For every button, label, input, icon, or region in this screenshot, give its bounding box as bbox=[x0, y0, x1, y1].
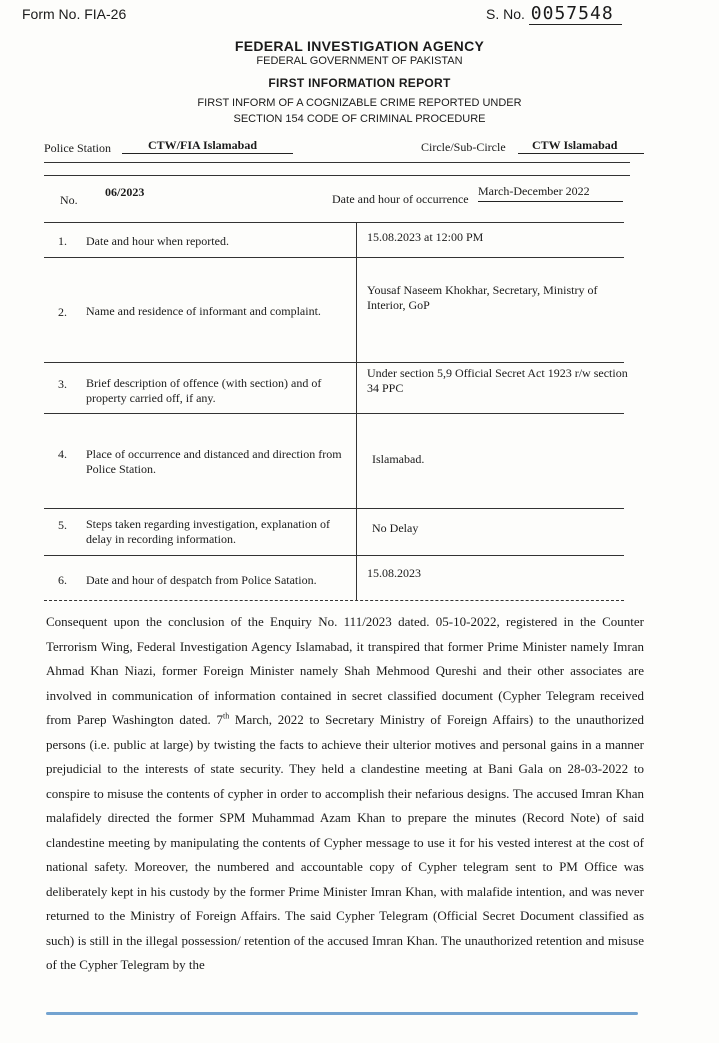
police-station-value: CTW/FIA Islamabad bbox=[122, 138, 293, 154]
row-value: Under section 5,9 Official Secret Act 1923 r/w section 34 PPC bbox=[367, 366, 628, 395]
occurrence-value: March-December 2022 bbox=[478, 184, 623, 202]
row-divider-4 bbox=[44, 508, 624, 509]
serial-number-block bbox=[486, 3, 622, 24]
divider-top-2 bbox=[44, 175, 630, 176]
narrative-part-1: Consequent upon the conclusion of the Enquiry No. 111/2023 dated. 05-10-2022, registered in the Counter Terrorism Wing, Federal Investigation Agency Islamabad, it transpired that former Prime Minister namely Imran Ahmad Khan Niazi, former Foreign Minister namely Shah Mehmood Qureshi and their other associates are involved in communication of information contained in secret classified document (Cypher Telegram received from Parep Washington dated. 7 bbox=[46, 614, 644, 727]
row-divider-2 bbox=[44, 362, 624, 363]
narrative-part-2: March, 2022 to Secretary Ministry of Foreign Affairs) to the unauthorized persons (i.e. public at large) by twisting the facts to achieve their ulterior motives and personal gains in a manner prejudicial to the interests of state security. They held a clandestine meeting at Bani Gala on 28-03-2022 to conspire to misuse the contents of cypher in order to accomplish their nefarious designs. The accused Imran Khan malafidely directed the former SPM Muhammad Azam Khan to prepare the minutes (Record Note) of said clandestine meeting by manipulating the contents of Cypher message to use it for his vested interest at the cost of national safety. Moreover, the numbered and accountable copy of Cypher telegram sent to PM Office was deliberately kept in his custody by the former Prime Minister Imran Khan, with malafide intention, and was never returned to the Ministry of Foreign Affairs. The said Cypher Telegram (Official Secret Document classified as such) is still in the illegal possession/ retention of the accused Imran Khan. The unauthorized retention and misuse of the Cypher Telegram by the bbox=[46, 712, 644, 972]
subtitle-line-2: SECTION 154 CODE OF CRIMINAL PROCEDURE bbox=[233, 113, 486, 125]
table-top-border bbox=[44, 222, 624, 223]
row-label: Date and hour of despatch from Police Satation. bbox=[86, 573, 317, 587]
case-no-label: No. bbox=[60, 193, 78, 207]
agency-name: FEDERAL INVESTIGATION AGENCY bbox=[234, 38, 485, 54]
row-number: 2. bbox=[58, 305, 67, 319]
narrative-paragraph bbox=[46, 610, 644, 978]
row-value: Yousaf Naseem Khokhar, Secretary, Ministry of Interior, GoP bbox=[367, 283, 598, 312]
row-divider-3 bbox=[44, 413, 624, 414]
row-label: Place of occurrence and distanced and direction from Police Station. bbox=[86, 447, 342, 476]
government-name: FEDERAL GOVERNMENT OF PAKISTAN bbox=[256, 55, 463, 67]
scan-artifact-line bbox=[46, 1012, 638, 1015]
row-value: 15.08.2023 at 12:00 PM bbox=[367, 230, 484, 244]
serial-number: 0057548 bbox=[529, 3, 622, 25]
case-no-value: 06/2023 bbox=[105, 185, 145, 199]
row-number: 5. bbox=[58, 518, 67, 532]
row-value: No Delay bbox=[372, 521, 419, 535]
police-station-label: Police Station bbox=[44, 141, 111, 155]
circle-label: Circle/Sub-Circle bbox=[421, 140, 506, 154]
row-label: Brief description of offence (with section) and of property carried off, if any. bbox=[86, 376, 322, 405]
row-divider-1 bbox=[44, 257, 624, 258]
table-column-divider bbox=[356, 222, 357, 600]
circle-value: CTW Islamabad bbox=[518, 138, 644, 154]
form-number: Form No. FIA-26 bbox=[22, 6, 127, 22]
row-label: Steps taken regarding investigation, explanation of delay in recording information. bbox=[86, 517, 330, 546]
subtitle-line-1: FIRST INFORM OF A COGNIZABLE CRIME REPORTED UNDER bbox=[197, 97, 522, 109]
row-label: Name and residence of informant and complaint. bbox=[86, 304, 321, 318]
row-divider-5 bbox=[44, 555, 624, 556]
row-label: Date and hour when reported. bbox=[86, 234, 229, 248]
row-number: 1. bbox=[58, 234, 67, 248]
report-title: FIRST INFORMATION REPORT bbox=[268, 76, 451, 90]
occurrence-label: Date and hour of occurrence bbox=[332, 192, 469, 206]
serial-label: S. No. bbox=[486, 6, 525, 22]
row-number: 6. bbox=[58, 573, 67, 587]
narrative-superscript: th bbox=[222, 711, 230, 721]
row-value: 15.08.2023 bbox=[367, 566, 421, 580]
row-value: Islamabad. bbox=[372, 452, 425, 466]
row-number: 4. bbox=[58, 447, 67, 461]
table-bottom-border bbox=[44, 600, 624, 601]
row-number: 3. bbox=[58, 377, 67, 391]
divider-top-1 bbox=[44, 162, 630, 163]
